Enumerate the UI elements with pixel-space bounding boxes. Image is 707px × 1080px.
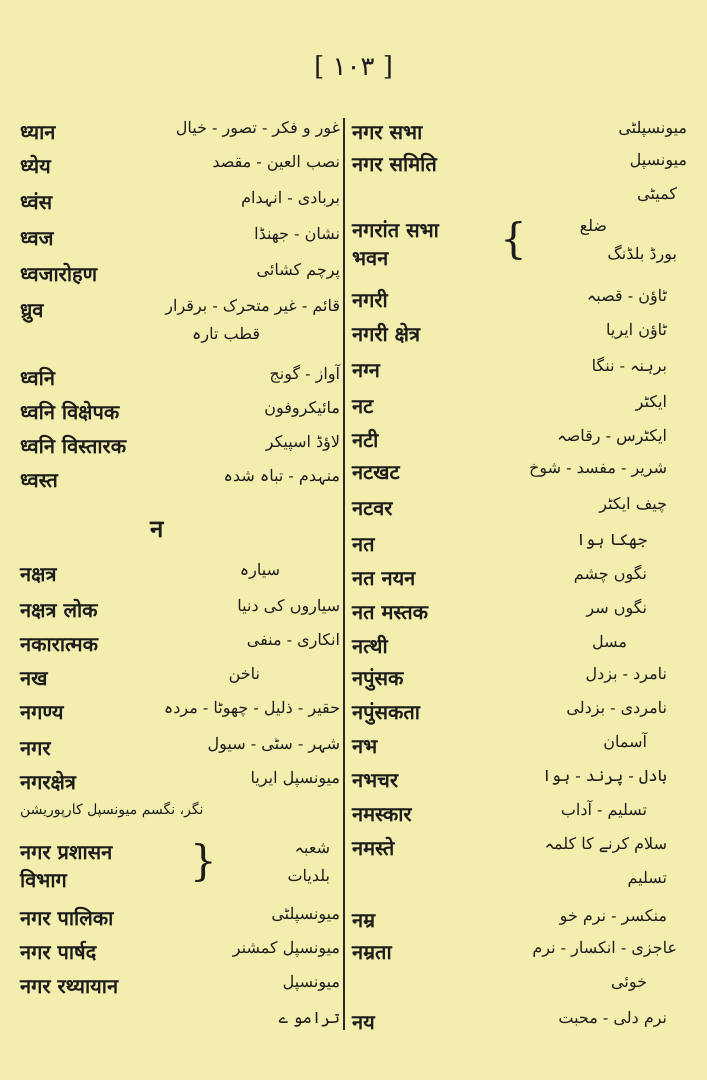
urdu-meaning-continued: ترامو ے <box>278 1008 340 1027</box>
hindi-headword <box>352 216 439 272</box>
hindi-headword: नट <box>352 394 374 418</box>
hindi-line-1: नगरांत सभा <box>352 218 439 242</box>
hindi-headword: नम्र <box>352 908 376 932</box>
hindi-headword: नगर रथ्यायान <box>20 974 119 998</box>
urdu-meaning: جھکا ہوا <box>576 530 647 549</box>
hindi-headword: नम्रता <box>352 940 392 964</box>
hindi-headword: ध्वस्त <box>20 468 58 492</box>
urdu-meaning: چیف ایکٹر <box>599 494 667 513</box>
hindi-headword: नत नयन <box>352 566 416 590</box>
urdu-meaning: پرچم کشائی <box>256 260 340 279</box>
urdu-meaning: نامرد - بزدل <box>585 664 667 683</box>
urdu-meaning-continued: تسلیم <box>627 868 667 887</box>
urdu-meaning: تسلیم - آداب <box>560 800 647 819</box>
brace-icon: { <box>500 214 527 263</box>
urdu-meaning: منہدم - تباہ شدہ <box>223 466 340 485</box>
urdu-meaning: ناخن <box>228 664 260 683</box>
urdu-meaning: قائم - غیر متحرک - برقرار <box>165 296 340 315</box>
hindi-headword: नपुंसक <box>352 666 404 690</box>
hindi-headword: ध्यान <box>20 120 56 144</box>
urdu-meaning: میونسپلٹی <box>271 904 340 923</box>
urdu-meaning: بادل - پرند - ہوا <box>542 766 667 785</box>
urdu-meaning-continued: خوئی <box>611 972 647 991</box>
hindi-line-2: भवन <box>352 246 389 270</box>
urdu-meaning: مسل <box>592 632 627 651</box>
urdu-meaning: نصب العین - مقصد <box>212 152 340 171</box>
hindi-headword: नत्थी <box>352 634 388 658</box>
urdu-meaning: میونسپل کمشنر <box>232 938 340 957</box>
hindi-headword: ध्वज <box>20 226 54 250</box>
urdu-meaning-continued: قطب تارہ <box>192 324 260 343</box>
urdu-meaning: سیاروں کی دنیا <box>237 596 340 615</box>
urdu-meaning: ایکٹرس - رقاصہ <box>557 426 667 445</box>
urdu-meaning-continued: بورڈ بلڈنگ <box>607 244 677 263</box>
hindi-headword: नक्षत्र <box>20 562 57 586</box>
urdu-meaning: شریر - مفسد - شوخ <box>528 458 667 477</box>
brace-icon: } <box>190 836 217 885</box>
hindi-headword: ध्वजारोहण <box>20 262 98 286</box>
hindi-headword: ध्येय <box>20 154 51 178</box>
urdu-meaning: برہنہ - ننگا <box>591 356 667 375</box>
hindi-headword: नगरी क्षेत्र <box>352 322 421 346</box>
hindi-headword: नपुंसकता <box>352 700 420 724</box>
hindi-headword: ध्वनि विक्षेपक <box>20 400 120 424</box>
urdu-meaning: مائیکروفون <box>264 398 340 417</box>
urdu-meaning: منکسر - نرم خو <box>559 906 667 925</box>
urdu-meaning: لاؤڈ اسپیکر <box>265 432 340 451</box>
hindi-headword: नगर सभा <box>352 120 423 144</box>
urdu-meaning: نشان - جھنڈا <box>254 224 340 243</box>
page-number: [ ١٠٣ ] <box>314 52 393 82</box>
hindi-headword: नत मस्तक <box>352 600 428 624</box>
hindi-headword: नटी <box>352 428 379 452</box>
urdu-meaning: شہر - سٹی - سیول <box>207 734 340 753</box>
urdu-meaning-continued: بلدیات <box>287 866 330 885</box>
hindi-headword: नगर <box>20 736 51 760</box>
hindi-line-2: विभाग <box>20 868 67 892</box>
urdu-meaning: میونسپل <box>629 150 687 169</box>
urdu-meaning: سیارہ <box>239 560 280 579</box>
urdu-meaning: بربادی - انہدام <box>241 188 340 207</box>
urdu-meaning: ٹاؤن ایریا <box>606 320 667 339</box>
hindi-headword: नगण्य <box>20 700 64 724</box>
urdu-meaning: ٹاؤن - قصبہ <box>586 286 667 305</box>
urdu-meaning: نگوں چشم <box>573 564 647 583</box>
urdu-meaning: غور و فکر - تصور - خیال <box>175 118 340 137</box>
hindi-headword: नमस्ते <box>352 836 395 860</box>
hindi-headword: नय <box>352 1010 375 1034</box>
hindi-headword: नकारात्मक <box>20 632 98 656</box>
urdu-meaning: آسمان <box>603 732 647 751</box>
hindi-headword: नभ <box>352 734 378 758</box>
urdu-meaning-continued: کمیٹی <box>637 184 677 203</box>
urdu-meaning: انکاری - منفی <box>246 630 340 649</box>
urdu-meaning: آواز - گونج <box>269 364 340 383</box>
urdu-meaning: میونسپلٹی <box>618 118 687 137</box>
hindi-headword: नत <box>352 532 375 556</box>
hindi-headword: नख <box>20 666 48 690</box>
urdu-meaning: عاجزی - انکسار - نرم <box>532 938 677 957</box>
hindi-headword: नटवर <box>352 496 393 520</box>
hindi-headword: नगर पार्षद <box>20 940 97 964</box>
hindi-headword: नमस्कार <box>352 802 412 826</box>
hindi-headword: नगरक्षेत्र <box>20 770 76 794</box>
hindi-headword: ध्रुव <box>20 298 44 322</box>
urdu-meaning: سلام کرنے کا کلمہ <box>544 834 667 853</box>
hindi-headword: ध्वनि <box>20 366 55 390</box>
section-letter-heading: न <box>150 515 164 543</box>
urdu-meaning: میونسپل ایریا <box>250 768 340 787</box>
hindi-headword: ध्वनि विस्तारक <box>20 434 127 458</box>
urdu-meaning: میونسپل <box>282 972 340 991</box>
hindi-headword: नग्न <box>352 358 380 382</box>
urdu-meaning: حقیر - ذلیل - چھوٹا - مردہ <box>163 698 340 717</box>
urdu-meaning: ضلع <box>579 216 607 235</box>
hindi-headword: नगर पालिका <box>20 906 114 930</box>
urdu-meaning: نگوں سر <box>586 598 647 617</box>
hindi-headword: ध्वंस <box>20 190 53 214</box>
hindi-headword <box>20 838 112 894</box>
urdu-meaning: نامردی - بزدلی <box>566 698 667 717</box>
column-divider <box>343 118 345 1030</box>
hindi-headword: नभचर <box>352 768 399 792</box>
urdu-meaning: نرم دلی - محبت <box>558 1008 667 1027</box>
hindi-headword: नगरी <box>352 288 388 312</box>
urdu-meaning: شعبہ <box>294 838 330 857</box>
hindi-headword: नक्षत्र लोक <box>20 598 98 622</box>
urdu-meaning: ایکٹر <box>635 392 667 411</box>
hindi-line-1: नगर प्रशासन <box>20 840 113 864</box>
hindi-headword: नटखट <box>352 460 400 484</box>
hindi-headword: नगर समिति <box>352 152 437 176</box>
mixed-entry: نگر، نگسم میونسپل کارپوریشن <box>20 802 204 818</box>
